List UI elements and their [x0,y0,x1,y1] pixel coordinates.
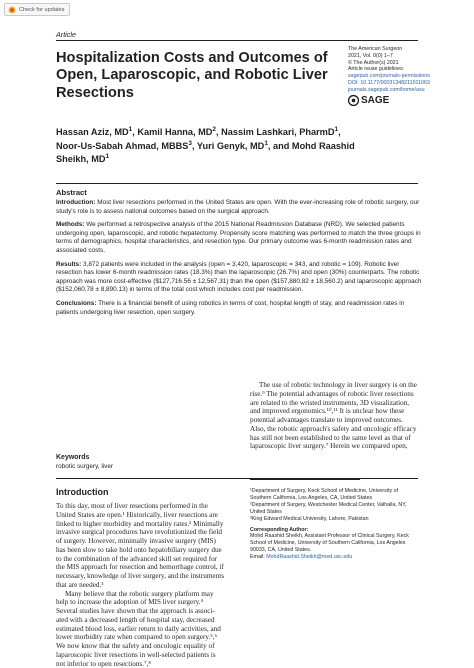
doi-link[interactable]: DOI: 10.1177/00031348211011063 [348,80,458,87]
journal-copyright: © The Author(s) 2021 [348,60,458,67]
header-divider [56,40,418,41]
abstract-divider [56,183,418,184]
body-text-line: We now know that the safety and oncologic equality of [56,642,236,651]
author-affiliation-sup: 2 [212,126,216,133]
keywords-divider [56,478,418,479]
body-text-line: help to increase the adoption of MIS liver surgery.⁴ [56,598,236,607]
author-separator: , [216,127,221,137]
sage-logo-text: SAGE [361,95,389,106]
author-name: Nassim Lashkari, PharmD [221,127,334,137]
journal-reuse-label: Article reuse guidelines: [348,66,458,73]
body-text-line: laparoscopic liver resections in well-selected patients is [56,651,236,660]
body-text-line: United States are open.¹ Historically, liver resections are [56,511,236,520]
check-for-updates-label: Check for updates [19,7,64,13]
abstract-section-text: We performed a retrospective analysis of the 2015 National Readmission Database (NRD). We selected patients undergoing open, laparoscopic, and robotic hepatectomy. Propensity score matching was performed to match the three groups in terms of demographics, hospital characteristics, and resection type. Our primary outcome was 6-month readmission rates and associated costs. [56,221,421,254]
corresponding-author-line: 90033, CA, United States. [250,547,440,554]
author-affiliation-sup: 1 [129,126,133,133]
body-text-line: the MIS approach for resection and hemorrhage control, if [56,563,236,572]
affiliation-line: ³King Edward Medical University, Lahore, Pakistan [250,516,440,523]
body-text-line: estimated blood loss, earlier return to daily activities, and [56,625,236,634]
body-text-line: ated with a decreased length of hospital stay, decreased [56,616,236,625]
body-text-line: potential advantages translate to improved outcomes. [250,416,430,425]
body-text-line: not inferior to open resections.⁷,⁸ [56,660,236,668]
abstract-section-label: Introduction: [56,199,95,206]
affiliation-line: ²Department of Surgery, Westchester Medical Center, Valhalla, NY, [250,502,440,509]
corresponding-email-row [250,554,440,561]
body-text-line: of surgery. However, minimally invasive surgery (MIS) [56,537,236,546]
abstract-heading: Abstract [56,188,87,197]
body-text-line: laparoscopic liver surgery.⁷ Herein we compared open, [250,442,430,451]
permissions-link[interactable]: sagepub.com/journals-permissions [348,73,458,80]
body-text-line: The use of robotic technology in liver surgery is on the [250,381,430,390]
introduction-left-column [56,502,236,668]
journal-info [348,46,458,94]
body-text-line: lower morbidity rate when compared to open surgery.⁵,⁶ [56,633,236,642]
article-title: Hospitalization Costs and Outcomes of Open, Laparoscopic, and Robotic Liver Resections [56,50,338,102]
body-text-line: that are needed.³ [56,581,236,590]
body-text-line: linked to higher morbidity and mortality rates.² Minimally [56,520,236,529]
journal-volume: 2021, Vol. 0(0) 1–7 [348,53,458,60]
introduction-right-column [250,381,430,451]
author-separator: , [192,141,197,151]
author-separator: , [132,127,137,137]
body-text-line: has still not been established to the same level as that of [250,434,430,443]
abstract-methods [56,221,422,255]
affiliation-line: Southern California, Los Angeles, CA, United States [250,495,440,502]
footnote-divider [250,479,360,480]
email-link[interactable]: MohdRaashid.Sheikh@med.usc.edu [266,554,352,560]
abstract-section-label: Conclusions: [56,300,96,307]
check-for-updates-badge[interactable] [4,3,70,16]
abstract-conclusions [56,300,422,317]
journal-name: The American Surgeon [348,46,458,53]
introduction-heading: Introduction [56,487,109,497]
body-text-line: rise.⁹ The potential advantages of robotic liver resections [250,390,430,399]
body-text-line: Several studies have shown that the approach is associ- [56,607,236,616]
abstract-section-label: Results: [56,261,81,268]
journal-home-link[interactable]: journals.sagepub.com/home/asu [348,87,458,94]
author-affiliation-sup: 1 [106,153,110,160]
body-text-line: has been slow to take hold onto hepatobiliary surgery due [56,546,236,555]
affiliation-line: United States [250,509,440,516]
author-affiliation-sup: 1 [264,139,268,146]
corresponding-author-line: Mohd Raashid Sheikh, Assistant Professor of Clinical Surgery, Keck [250,533,440,540]
body-text-line: to the combination of the advanced skill set required for [56,555,236,564]
author-list [56,126,366,167]
body-text-line: To this day, most of liver resections performed in the [56,502,236,511]
author-affiliation-sup: 3 [188,139,192,146]
abstract-section-text: There is a financial benefit of using robotics in terms of cost, hospital length of stay, and readmission rates in patients undergoing liver resection, open surgery. [56,300,404,316]
abstract-body [56,199,422,322]
body-text-line: invasive surgical procedures have revolutionized the field [56,528,236,537]
abstract-results [56,261,422,295]
email-label: Email: [250,554,265,560]
footnotes [250,488,440,561]
author-name: Kamil Hanna, MD [137,127,212,137]
author-name: Yuri Genyk, MD [197,141,264,151]
keywords-list: robotic surgery, liver [56,463,113,470]
body-text-line: and improved ergonomics.¹⁰,¹¹ It is unclear how these [250,407,430,416]
author-affiliation-sup: 1 [335,126,339,133]
update-icon [8,6,16,14]
sage-logo-icon [348,95,359,106]
abstract-section-text: Most liver resections performed in the United States are open. With the ever-increasing role of robotic surgery, our study's role is to assess national outcomes based on the surgical approach. [56,199,419,215]
body-text-line: Many believe that the robotic surgery platform may [56,590,236,599]
body-text-line: are related to the wristed instruments, 3D visualization, [250,399,430,408]
body-text-line: Also, the robotic approach's safety and oncologic efficacy [250,425,430,434]
article-type-label: Article [56,30,76,39]
sage-logo [348,95,389,106]
author-separator: , [338,127,341,137]
author-name: Mohd Raashid Sheikh, MD [56,141,355,165]
abstract-introduction [56,199,422,216]
corresponding-author-line: School of Medicine, University of Southern California, Los Angeles [250,540,440,547]
author-separator: , and [268,141,292,151]
keywords-heading: Keywords [56,454,89,461]
abstract-section-text: 3,872 patients were included in the analysis (open = 3,420, laparoscopic = 343, and robotic = 109). Robotic liver resection has lower 6-month readmission rates (18.3%) than the laparoscopic (26.7%) and open (30%) counterparts. The robotic approach was more cost-effective ($127,716.56 ± 12,567.31) than the open ($157,880.82 ± 18,560.2) and laparoscopic approach ($152,060.78 ± 8,890.13) in terms of the total cost which includes cost per readmission. [56,261,421,294]
abstract-section-label: Methods: [56,221,84,228]
affiliation-line: ¹Department of Surgery, Keck School of Medicine, University of [250,488,440,495]
corresponding-author-heading: Corresponding Author: [250,527,440,534]
body-text-line: necessary, knowledge of liver surgery, and the instruments [56,572,236,581]
author-name: Noor-Us-Sabah Ahmad, MBBS [56,141,188,151]
author-name: Hassan Aziz, MD [56,127,129,137]
